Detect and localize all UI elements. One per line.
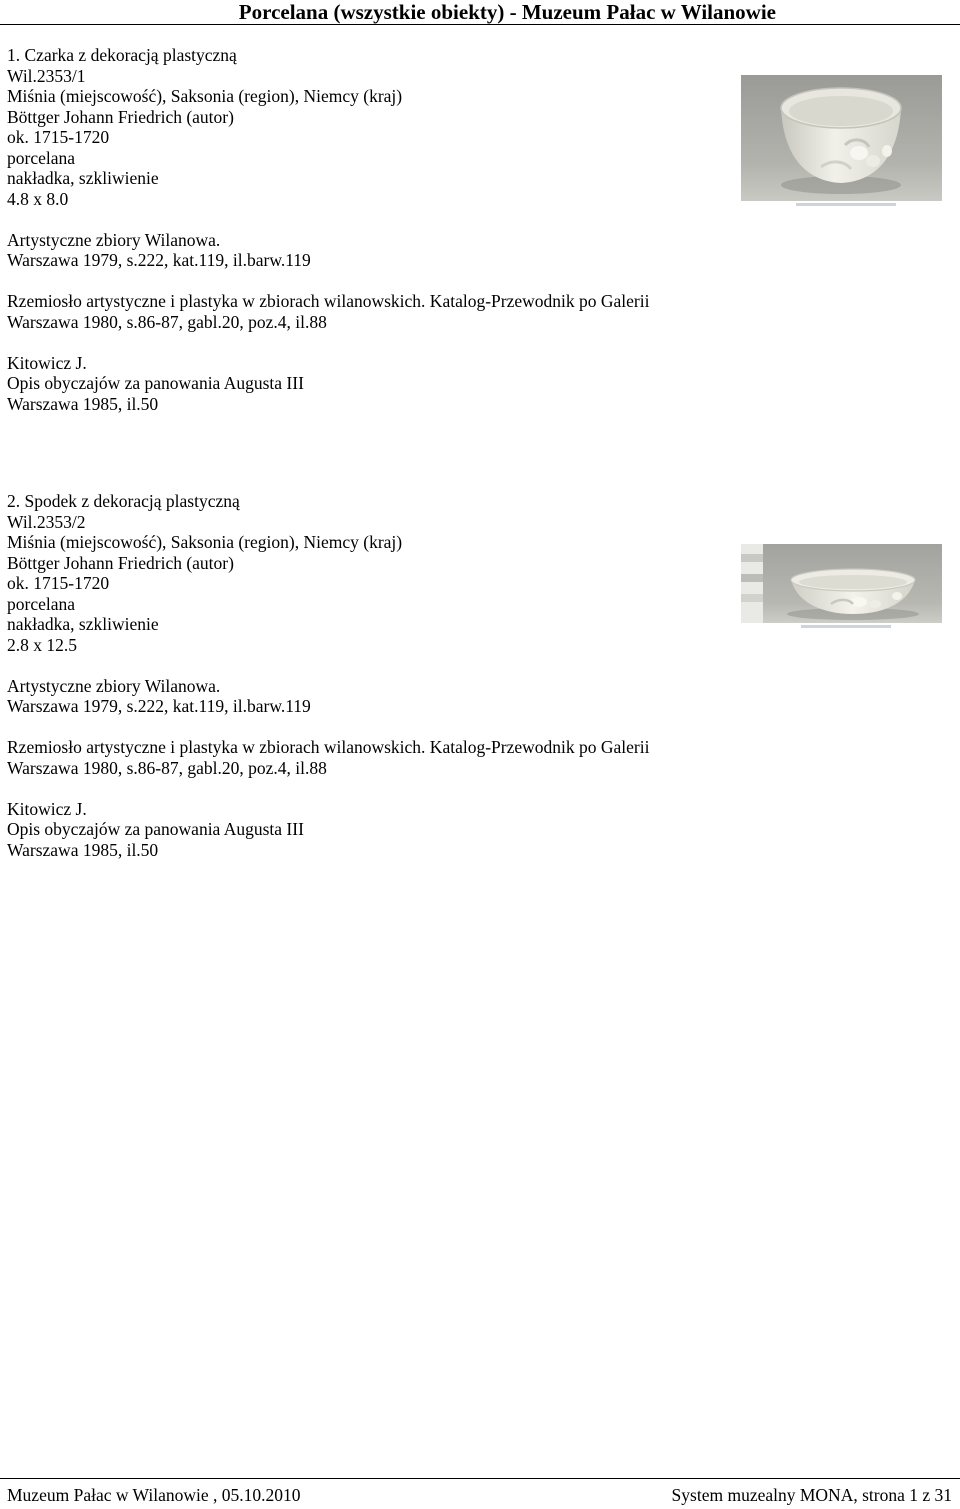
reference-details: Warszawa 1979, s.222, kat.119, il.barw.119 — [7, 250, 311, 270]
object-photo-saucer — [741, 544, 942, 631]
entry-technique: nakładka, szkliwienie — [7, 614, 159, 634]
saucer-image — [741, 544, 942, 631]
page-header-title: Porcelana (wszystkie obiekty) - Muzeum Pałac w Wilanowie — [238, 0, 776, 24]
reference-details: Warszawa 1979, s.222, kat.119, il.barw.119 — [7, 696, 311, 716]
reference-author: Kitowicz J. — [7, 352, 87, 373]
entry-dimensions: 2.8 x 12.5 — [7, 634, 77, 655]
entry-place: Miśnia (miejscowość), Saksonia (region), Niemcy (kraj) — [7, 532, 403, 552]
entry-author: Böttger Johann Friedrich (autor) — [7, 106, 234, 127]
entry-dimensions: 4.8 x 8.0 — [7, 188, 69, 209]
reference-title: Opis obyczajów za panowania Augusta III — [7, 819, 304, 839]
bowl-image — [741, 75, 942, 209]
reference-details: Warszawa 1985, il.50 — [7, 393, 159, 414]
footer-page-info: System muzealny MONA, strona 1 z 31 — [671, 1485, 952, 1505]
object-photo-bowl — [741, 75, 942, 209]
entry-inventory: Wil.2353/1 — [7, 65, 86, 86]
entry-material: porcelana — [7, 147, 76, 168]
entry-author: Böttger Johann Friedrich (autor) — [7, 552, 234, 573]
entry-date: ok. 1715-1720 — [7, 573, 110, 593]
reference-details: Warszawa 1980, s.86-87, gabl.20, poz.4, il.88 — [7, 757, 327, 778]
reference-title: Artystyczne zbiory Wilanowa. — [7, 229, 221, 250]
entry-inventory: Wil.2353/2 — [7, 511, 86, 532]
entry-material: porcelana — [7, 593, 76, 614]
entry-place: Miśnia (miejscowość), Saksonia (region), Niemcy (kraj) — [7, 86, 403, 106]
entry-date: ok. 1715-1720 — [7, 127, 110, 147]
reference-title: Opis obyczajów za panowania Augusta III — [7, 373, 304, 393]
reference-author: Kitowicz J. — [7, 798, 87, 819]
footer-left: Muzeum Pałac w Wilanowie , 05.10.2010 — [7, 1485, 301, 1505]
entry-technique: nakładka, szkliwienie — [7, 168, 159, 188]
header-rule — [0, 24, 960, 25]
entry-title: 1. Czarka z dekoracją plastyczną — [7, 45, 237, 65]
entry-title: 2. Spodek z dekoracją plastyczną — [7, 491, 240, 511]
reference-details: Warszawa 1985, il.50 — [7, 839, 159, 860]
reference-title: Rzemiosło artystyczne i plastyka w zbiorach wilanowskich. Katalog-Przewodnik po Galerii — [7, 291, 650, 311]
reference-title: Artystyczne zbiory Wilanowa. — [7, 675, 221, 696]
footer-rule — [0, 1478, 960, 1479]
reference-details: Warszawa 1980, s.86-87, gabl.20, poz.4, il.88 — [7, 311, 327, 332]
catalog-entry — [7, 45, 649, 414]
catalog-entry — [7, 491, 649, 860]
reference-title: Rzemiosło artystyczne i plastyka w zbiorach wilanowskich. Katalog-Przewodnik po Galerii — [7, 737, 650, 757]
